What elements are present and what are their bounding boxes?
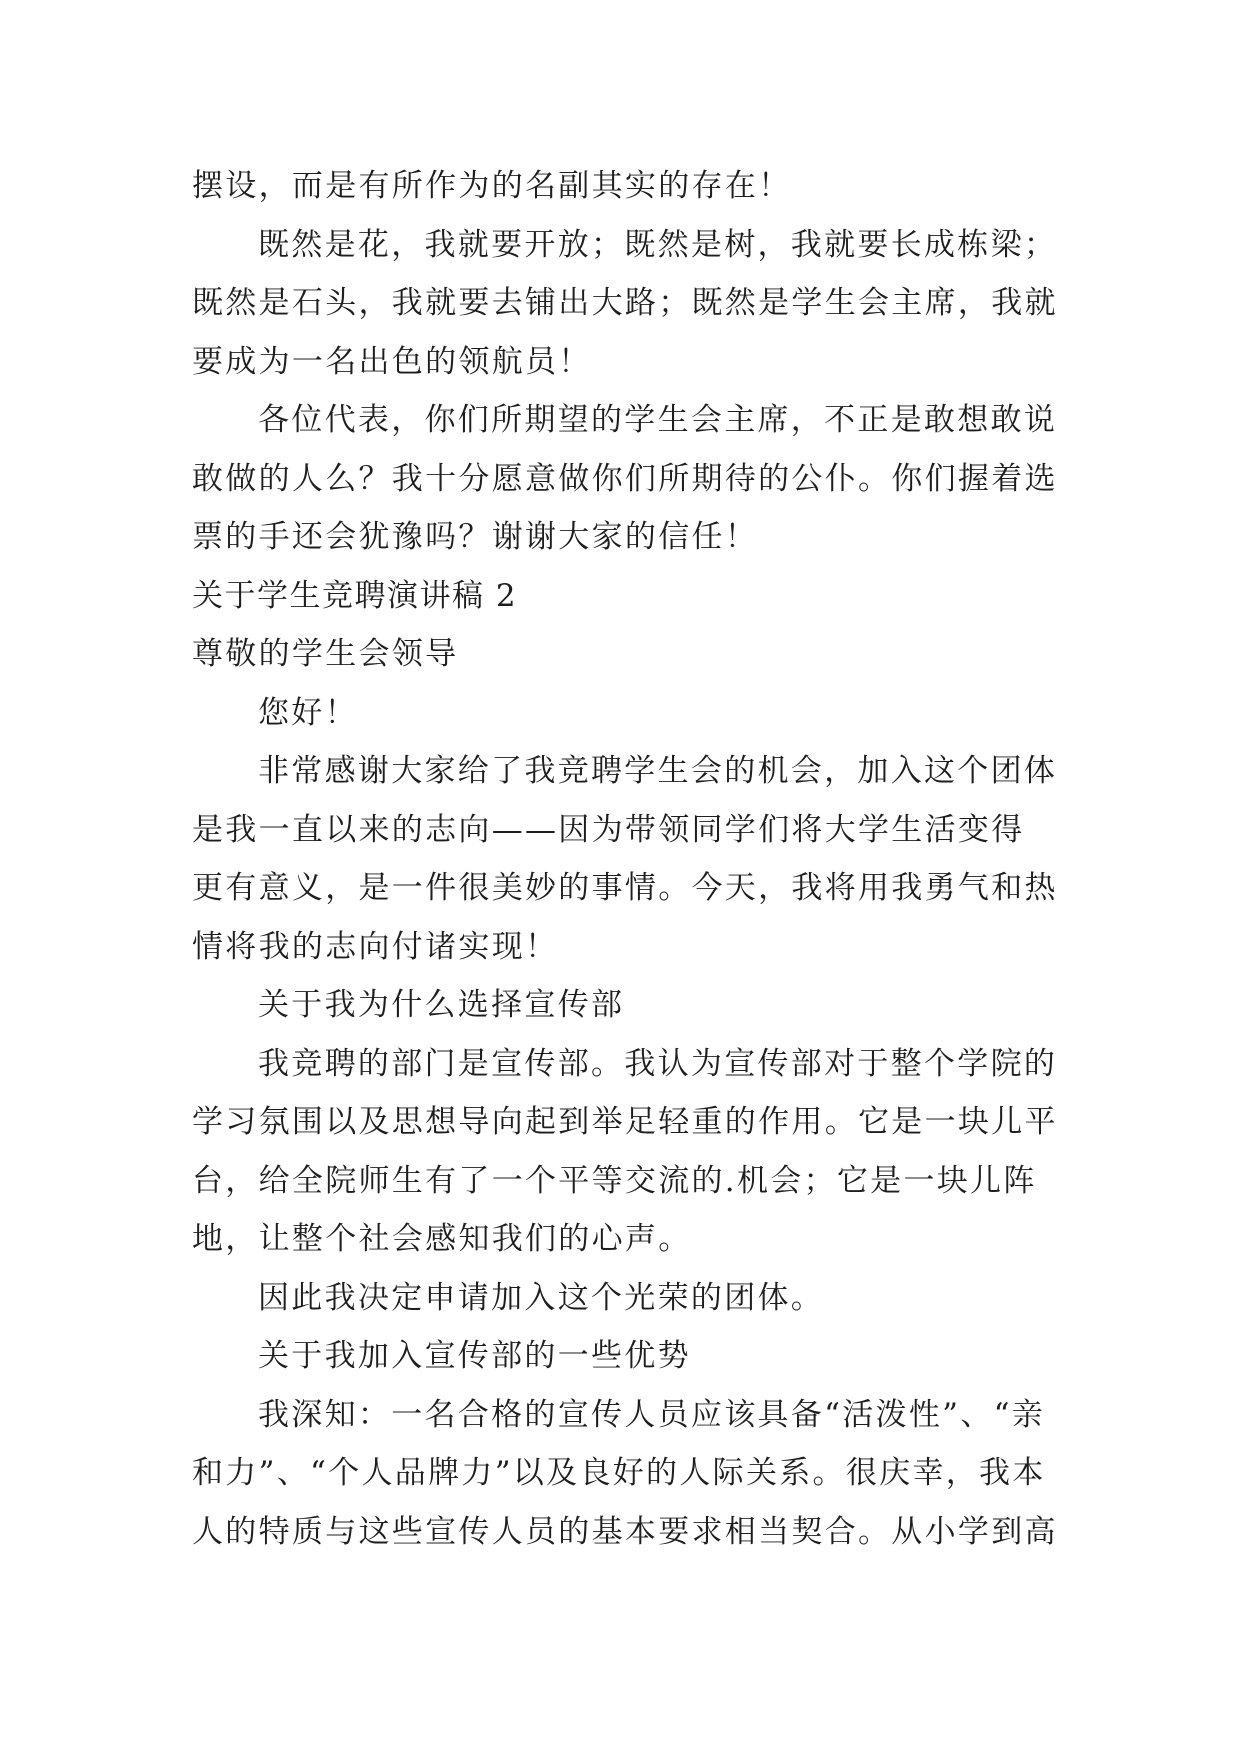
salutation: 尊敬的学生会领导 xyxy=(192,636,459,672)
text-line: 台，给全院师生有了一个平等交流的.机会；它是一块儿阵 xyxy=(192,1162,1037,1199)
subheading: 关于我加入宣传部的一些优势 xyxy=(258,1338,691,1374)
text-line: 和力”、“个人品牌力”以及良好的人际关系。很庆幸，我本 xyxy=(192,1455,1046,1491)
text-line: 因此我决定申请加入这个光荣的团体。 xyxy=(258,1279,825,1316)
text-line: 我深知：一名合格的宣传人员应该具备“活泼性”、“亲 xyxy=(258,1396,1046,1433)
greeting: 您好！ xyxy=(258,694,358,731)
document-body xyxy=(192,157,1062,1561)
text-line: 摆设，而是有所作为的名副其实的存在！ xyxy=(192,168,792,204)
text-line: 是我一直以来的志向——因为带领同学们将大学生活变得 xyxy=(192,811,1025,848)
section-title: 关于学生竞聘演讲稿 2 xyxy=(192,577,518,614)
text-line: 非常感谢大家给了我竞聘学生会的机会，加入这个团体 xyxy=(258,753,1058,789)
text-line: 票的手还会犹豫吗？谢谢大家的信任！ xyxy=(192,519,759,555)
text-line: 各位代表，你们所期望的学生会主席，不正是敢想敢说 xyxy=(258,402,1058,438)
text-line: 学习氛围以及思想导向起到举足轻重的作用。它是一块儿平 xyxy=(192,1104,1058,1140)
text-line: 人的特质与这些宣传人员的基本要求相当契合。从小学到高 xyxy=(192,1513,1058,1550)
subheading: 关于我为什么选择宣传部 xyxy=(258,987,625,1023)
text-line: 我竞聘的部门是宣传部。我认为宣传部对于整个学院的 xyxy=(258,1045,1058,1082)
text-line: 更有意义，是一件很美妙的事情。今天，我将用我勇气和热 xyxy=(192,870,1058,906)
text-line: 敢做的人么？我十分愿意做你们所期待的公仆。你们握着选 xyxy=(192,460,1058,497)
text-line: 要成为一名出色的领航员！ xyxy=(192,343,592,380)
text-line: 地，让整个社会感知我们的心声。 xyxy=(192,1221,692,1257)
text-line: 既然是石头，我就要去铺出大路；既然是学生会主席，我就 xyxy=(192,285,1058,321)
text-line: 情将我的志向付诸实现！ xyxy=(192,928,559,965)
text-line: 既然是花，我就要开放；既然是树，我就要长成栋梁； xyxy=(258,226,1058,263)
